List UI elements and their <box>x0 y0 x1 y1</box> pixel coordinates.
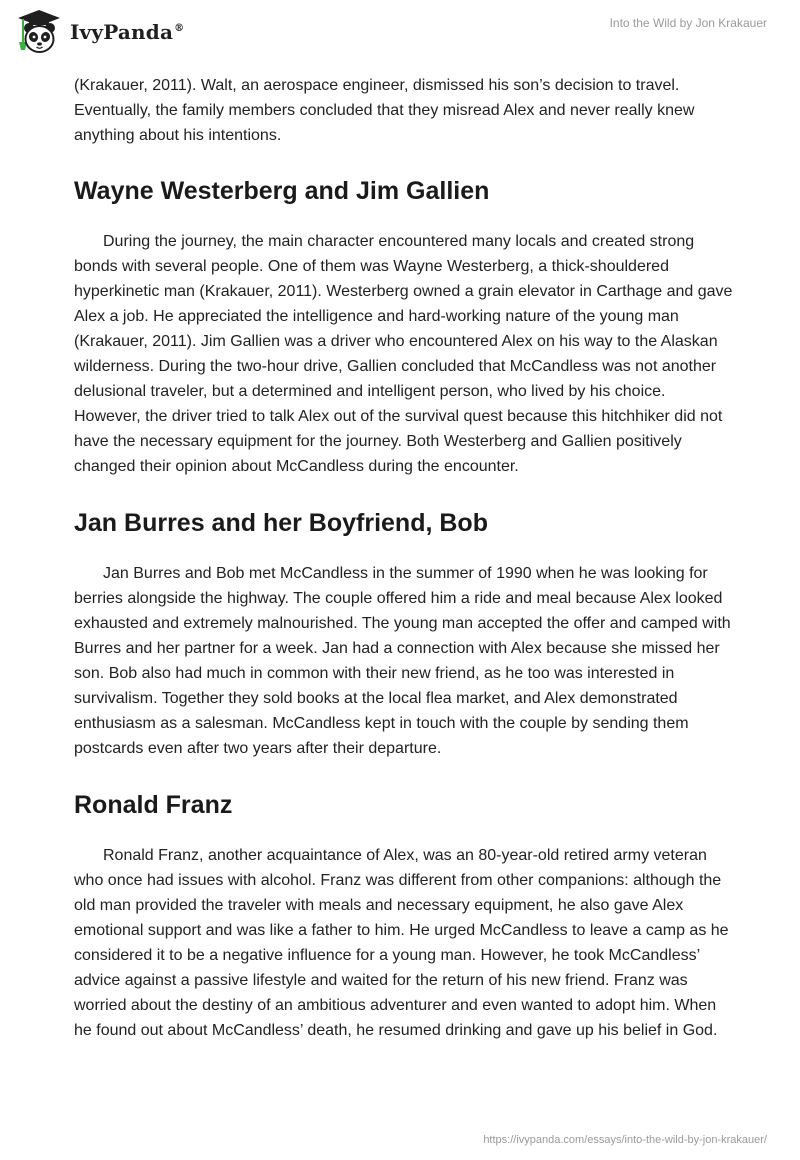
ivypanda-logo[interactable] <box>14 8 184 56</box>
section-paragraph-burres-bob: Jan Burres and Bob met McCandless in the summer of 1990 when he was looking for berries alongside the highway. The couple offered him a ride and meal because Alex looked exhausted and extremely malnourished. The young man accepted the offer and camped with Burres and her partner for a week. Jan had a connection with Alex because she missed her son. Bob also had much in common with their new friend, as he too was interested in survivalism. Together they sold books at the local flea market, and Alex demonstrated enthusiasm as a salesman. McCandless kept in touch with the couple by sending them postcards even after two years after their departure. <box>74 565 731 757</box>
intro-paragraph: (Krakauer, 2011). Walt, an aerospace engineer, dismissed his son’s decision to travel. Eventually, the family members concluded that they misread Alex and never really knew anything about his intentions. <box>74 77 695 144</box>
section-heading-ronald-franz: Ronald Franz <box>74 791 233 819</box>
section-heading-burres-bob: Jan Burres and her Boyfriend, Bob <box>74 509 488 537</box>
panda-graduate-icon <box>14 8 64 56</box>
page-header <box>0 0 800 64</box>
document-title: Into the Wild by Jon Krakauer <box>609 16 767 30</box>
section-heading-westerberg-gallien: Wayne Westerberg and Jim Gallien <box>74 177 490 205</box>
section-paragraph-ronald-franz: Ronald Franz, another acquaintance of Alex, was an 80-year-old retired army veteran who once had issues with alcohol. Franz was different from other companions: although the old man provided the traveler with meals and necessary equipment, he also gave Alex emotional support and was like a father to him. He urged McCandless to leave a camp as he considered it to be a negative influence for a young man. However, he took McCandless’ advice against a passive lifestyle and waited for the return of his new friend. Franz was worried about the destiny of an ambitious adventurer and even wanted to adopt him. When he found out about McCandless’ death, he resumed drinking and gave up his belief in God. <box>74 847 729 1039</box>
logo-text: IvyPanda® <box>70 20 185 44</box>
source-url-link[interactable]: https://ivypanda.com/essays/into-the-wild-by-jon-krakauer/ <box>483 1134 767 1146</box>
section-paragraph-westerberg-gallien: During the journey, the main character encountered many locals and created strong bonds with several people. One of them was Wayne Westerberg, a thick-shouldered hyperkinetic man (Krakauer, 2011). Westerberg owned a grain elevator in Carthage and gave Alex a job. He appreciated the intelligence and hard-working nature of the young man (Krakauer, 2011). Jim Gallien was a driver who encountered Alex on his way to the Alaskan wilderness. During the two-hour drive, Gallien concluded that McCandless was not another delusional traveler, but a determined and intelligent person, who lived by his choice. However, the driver tried to talk Alex out of the survival quest because this hitchhiker did not have the necessary equipment for the journey. Both Westerberg and Gallien positively changed their opinion about McCandless during the encounter. <box>74 233 733 475</box>
essay-content <box>74 73 734 1043</box>
